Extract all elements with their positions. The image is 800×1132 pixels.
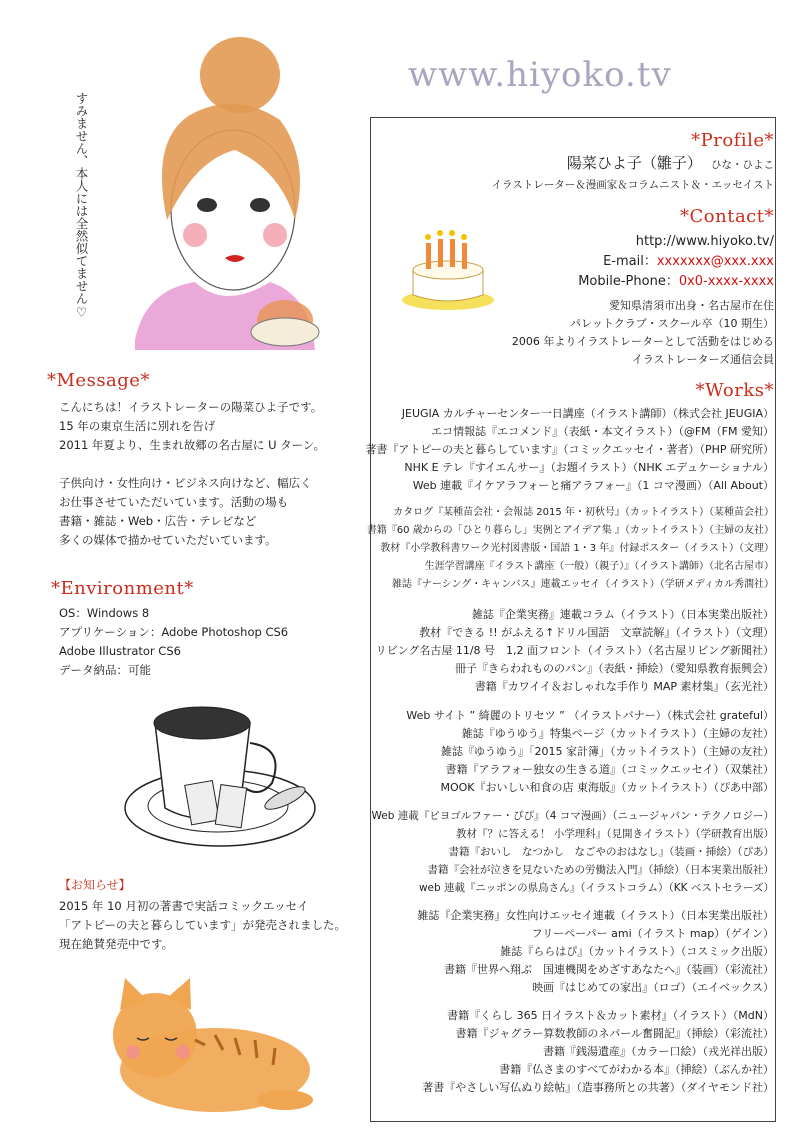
works-item: 書籍『くらし 365 日イラスト＆カット素材』（イラスト）（MdN） <box>447 1009 774 1022</box>
works-item: 書籍『ジャグラー算数教師のネパール奮闘記』（挿絵）（彩流社） <box>455 1027 774 1040</box>
bio-line: パレットクラブ・スクール卒（10 期生） <box>570 317 774 330</box>
notice-line: 2015 年 10 月初の著書で実話コミックエッセイ <box>59 899 309 913</box>
works-item: 雑誌『企業実務』連載コラム（イラスト）（日本実業出版社） <box>471 608 774 621</box>
environment-line: データ納品：可能 <box>59 663 151 677</box>
profile-reading: ひな・ひよこ <box>711 159 774 171</box>
sleeping-cat-illustration <box>85 960 315 1130</box>
message-body <box>59 398 325 550</box>
works-item: JEUGIA カルチャーセンター一日講座（イラスト講師）（株式会社 JEUGIA） <box>401 407 774 420</box>
disclaimer-vertical: すみません、本人には全然似てません♡ <box>74 92 89 320</box>
notice-heading: 【お知らせ】 <box>59 878 131 892</box>
coffee-cup-illustration <box>100 688 320 858</box>
message-heading: *Message* <box>47 370 150 391</box>
works-group-2 <box>367 504 774 594</box>
message-line: 書籍・雑誌・Web・広告・テレビなど <box>59 514 257 528</box>
email-value[interactable]: xxxxxxx@xxx.xxx <box>656 254 774 269</box>
works-item: 教材『？に答える！ 小学理科』（見開きイラスト）（学研教育出版） <box>455 828 774 840</box>
works-item: web 連載『ニッポンの県鳥さん』（イラストコラム）（KK ベストセラーズ） <box>418 882 774 894</box>
bio-line: 2006 年よりイラストレーターとして活動をはじめる <box>511 335 774 348</box>
works-item: 雑誌『企業実務』女性向けエッセイ連載（イラスト）（日本実業出版社） <box>417 909 774 922</box>
message-line: お仕事させていただいています。活動の場も <box>59 495 289 509</box>
bio-line: 愛知県清須市出身・名古屋市在住 <box>609 299 774 312</box>
works-item: 教材『できる !! がふえる↑ドリル国語 文章読解』（イラスト）（文理） <box>419 626 774 639</box>
environment-line: OS：Windows 8 <box>59 606 150 620</box>
works-item: 雑誌『ゆうゆう』特集ページ（カットイラスト）（主婦の友社） <box>461 727 774 740</box>
works-item: エコ情報誌『エコメンド』（表紙・本文イラスト）（@FM（FM 愛知） <box>431 425 774 438</box>
message-line: 15 年の東京生活に別れを告げ <box>59 419 216 433</box>
phone-value: 0x0-xxxx-xxxx <box>678 274 774 289</box>
site-url: www.hiyoko.tv <box>408 55 672 95</box>
works-group-1 <box>365 405 774 495</box>
works-item: 書籍『おいし なつかし なごやのおはなし』（装画・挿絵）（ぴあ） <box>448 846 774 858</box>
profile-roles: イラストレーター＆漫画家＆コラムニスト＆・エッセイスト <box>491 179 774 191</box>
works-group-4 <box>406 707 774 797</box>
works-item: 書籍『銭湯遺産』（カラー口絵）（戎光祥出版） <box>543 1045 774 1058</box>
message-line: 2011 年夏より、生まれ故郷の名古屋に U ターン。 <box>59 438 325 452</box>
environment-line: アプリケーション：Adobe Photoshop CS6 <box>59 625 289 639</box>
environment-heading: *Environment* <box>51 578 194 599</box>
works-group-3 <box>376 606 774 696</box>
works-heading: *Works* <box>695 380 774 401</box>
notice-line: 現在絶賛発売中です。 <box>59 937 174 951</box>
works-item: 著書『やさしい写仏ぬり絵帖』（造事務所との共著）（ダイヤモンド社） <box>422 1081 774 1094</box>
profile-name-row <box>567 152 774 173</box>
works-item: Web 連載『イケアラフォーと痛アラフォー』（1 コマ漫画）（All About） <box>412 479 774 492</box>
environment-line: Adobe Illustrator CS6 <box>59 644 181 658</box>
works-item: Web 連載『ピヨゴルファー・ぴぴ』（4 コマ漫画）（ニュージャパン・テクノロジー） <box>371 810 774 822</box>
works-group-6 <box>417 907 774 997</box>
works-item: 書籍『カワイイ＆おしゃれな手作り MAP 素材集』（玄光社） <box>474 680 774 693</box>
works-item: 著書『アトピーの夫と暮らしています』（コミックエッセイ・著者）（PHP 研究所） <box>365 443 774 456</box>
works-item: 書籍『仏さまのすべてがわかる本』（挿絵）（ぶんか社） <box>499 1063 774 1076</box>
portrait-illustration <box>95 20 355 360</box>
message-spacer <box>59 455 325 474</box>
works-item: 生涯学習講座『イラスト講座（一般）（親子）』（イラスト講師）（北名古屋市） <box>424 561 774 572</box>
works-group-7 <box>422 1007 774 1097</box>
works-item: 書籍『アラフォー独女の生きる道』（コミックエッセイ）（双葉社） <box>445 763 774 776</box>
works-item: NHK E テレ『すイエんサー』（お題イラスト）（NHK エデュケーショナル） <box>404 461 774 474</box>
works-item: 冊子『きらわれもののパン』（表紙・挿絵）（愛知県教育振興会） <box>455 662 774 675</box>
message-line: 子供向け・女性向け・ビジネス向けなど、幅広く <box>59 476 312 490</box>
environment-body <box>59 604 288 680</box>
notice-body <box>59 897 346 954</box>
birthday-cake-illustration <box>398 225 498 315</box>
message-line: こんにちは！イラストレーターの陽菜ひよ子です。 <box>59 400 323 414</box>
works-item: 書籍『世界へ翔ぶ 国連機関をめざすあなたへ』（装画）（彩流社） <box>444 963 774 976</box>
bio-line: イラストレーターズ通信会員 <box>631 353 774 366</box>
email-label: E-mail： <box>603 254 657 269</box>
works-item: Web サイト ” 綺麗のトリセツ ” （イラストバナー）（株式会社 grateful） <box>406 709 774 722</box>
works-group-5 <box>372 807 775 897</box>
works-item: 雑誌『ゆうゆう』「2015 家計簿」（カットイラスト）（主婦の友社） <box>441 745 774 758</box>
works-item: 映画『はじめての家出』（ロゴ）（エイベックス） <box>532 981 774 994</box>
works-item: MOOK『おいしい和食の店 東海版』（カットイラスト）（ぴあ中部） <box>440 781 774 794</box>
profile-heading: *Profile* <box>691 130 774 151</box>
contact-heading: *Contact* <box>680 206 774 227</box>
works-item: 書籍『会社が泣きを見ないための労働法入門』（挿絵）（日本実業出版社） <box>427 864 774 876</box>
works-item: 書籍『60 歳からの「ひとり暮らし」実例とアイデア集 』（カットイラスト）（主婦の友社） <box>366 525 774 536</box>
contact-block <box>578 232 774 292</box>
contact-url[interactable]: http://www.hiyoko.tv/ <box>635 234 774 249</box>
bio-block <box>512 297 774 369</box>
works-item: リビング名古屋 11/8 号 1,2 面フロント（イラスト）（名古屋リビング新聞社） <box>375 644 774 657</box>
phone-label: Mobile-Phone： <box>578 274 679 289</box>
notice-line: 「アトピーの夫と暮らしています」が発売されました。 <box>59 918 347 932</box>
works-item: カタログ『某種苗会社・会報誌 2015 年・初秋号』（カットイラスト）（某種苗会社） <box>393 507 774 518</box>
profile-name: 陽菜ひよ子（雛子） <box>566 154 702 172</box>
message-line: 多くの媒体で描かせていただいています。 <box>59 533 277 547</box>
works-item: 教材『小学教科書ワーク光村図書版・国語 1・3 年』付録ポスター（イラスト）（文理） <box>380 543 774 554</box>
works-item: フリーペーパー ami（イラスト map）（ゲイン） <box>531 927 774 940</box>
works-item: 雑誌『ららはぴ』（カットイラスト）（コスミック出版） <box>500 945 774 958</box>
works-item: 雑誌『ナーシング・キャンバス』連載エッセイ（イラスト）（学研メディカル秀潤社） <box>391 579 774 590</box>
